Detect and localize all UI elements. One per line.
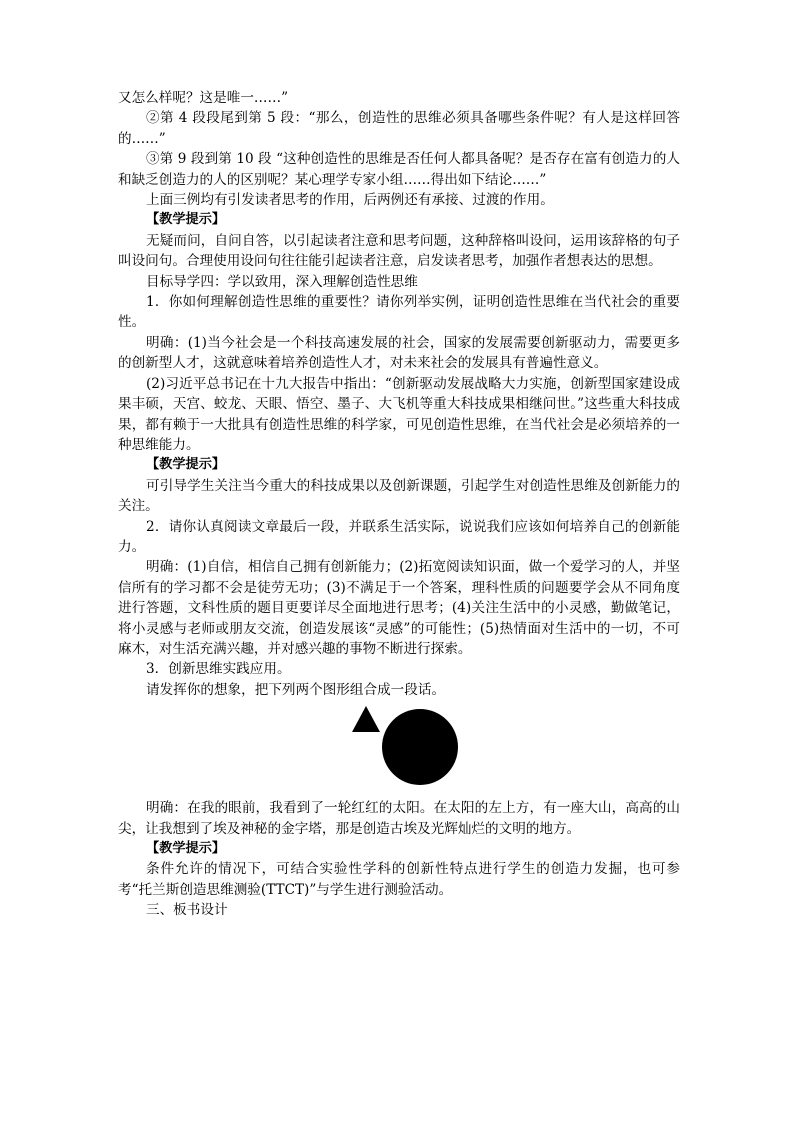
teaching-tip-heading: 【教学提示】 — [146, 457, 226, 473]
answer-3: 明确：在我的眼前，我看到了一轮红红的太阳。在太阳的左上方，有一座大山，高高的山尖，让我想到了埃及神秘的金字塔，那是创造古埃及光辉灿烂的文明的地方。 — [118, 800, 680, 837]
goal-heading: 目标导学四：学以致用，深入理解创造性思维 — [146, 273, 418, 290]
document-page — [118, 88, 680, 921]
teaching-tip-text: 条件允许的情况下，可结合实验性学科的创新性特点进行学生的创造力发掘，也可参考“托兰斯创造思维测验(TTCT)”与学生进行测验活动。 — [118, 861, 680, 898]
question-3-instruction: 请发挥你的想象，把下列两个图形组合成一段话。 — [146, 681, 446, 698]
teaching-tip-heading: 【教学提示】 — [146, 841, 226, 856]
example-item-3: ③第 9 段到第 10 段 “这种创造性的思维是否任何人都具备呢？是否存在富有创造力的人和缺乏创造力的人的区别呢？某心理学专家小组……得出如下结论……” — [118, 151, 680, 188]
shapes-svg — [352, 706, 464, 792]
question-2: 2．请你认真阅读文章最后一段，并联系生活实际，说说我们应该如何培养自己的创新能力。 — [118, 518, 680, 555]
circle-shape — [382, 709, 458, 785]
teaching-tip-text: 可引导学生关注当今重大的科技成果以及创新课题，引起学生对创造性思维及创新能力的关注。 — [118, 477, 680, 515]
answer-2: 明确：(1)自信，相信自己拥有创新能力；(2)拓宽阅读知识面，做一个爱学习的人，并坚信所有的学习都不会是徒劳无功；(3)不满足于一个答案，理科性质的问题要学会从不同角度进行答题，文科性质的题目更要详尽全面地进行思考；(4)关注生活中的小灵感，勤做笔记，将小灵感与老师或朋友交流，创造发展该“灵感”的可能性；(5)热情面对生活中的一切，不可麻木，对生活充满兴趣，并对感兴趣的事物不断进行探索。 — [118, 559, 680, 657]
triangle-shape — [352, 706, 380, 732]
section-heading-board-design: 三、板书设计 — [146, 902, 228, 919]
question-3: 3．创新思维实践应用。 — [146, 661, 291, 678]
teaching-tip-text: 无疑而问，自问自答，以引起读者注意和思考问题，这种辞格叫设问，运用该辞格的句子叫设问句。合理使用设问句往往能引起读者注意，启发读者思考，加强作者想表达的思想。 — [118, 232, 680, 270]
answer-1-part-1: 明确：(1)当今社会是一个科技高速发展的社会，国家的发展需要创新驱动力，需要更多的创新型人才，这就意味着培养创造性人才，对未来社会的发展具有普遍性意义。 — [118, 334, 680, 372]
examples-summary: 上面三例均有引发读者思考的作用，后两例还有承接、过渡的作用。 — [146, 192, 554, 209]
question-1: 1．你如何理解创造性思维的重要性？请你列举实例，证明创造性思维在当代社会的重要性。 — [118, 294, 680, 331]
paragraph-continuation: 又怎么样呢？这是唯一……” — [118, 90, 289, 106]
answer-1-part-2: (2)习近平总书记在十九大报告中指出：“创新驱动发展战略大力实施，创新型国家建设成果丰硕，天宫、蛟龙、天眼、悟空、墨子、大飞机等重大科技成果相继问世。”这些重大科技成果，都有赖于一大批具有创造性思维的科学家，可见创造性思维，在当代社会是必须培养的一种思维能力。 — [118, 375, 680, 453]
shapes-figure — [118, 706, 680, 794]
example-item-2: ②第 4 段段尾到第 5 段：“那么，创造性的思维必须具备哪些条件呢？有人是这样回答的……” — [118, 110, 680, 147]
teaching-tip-heading: 【教学提示】 — [146, 212, 226, 228]
